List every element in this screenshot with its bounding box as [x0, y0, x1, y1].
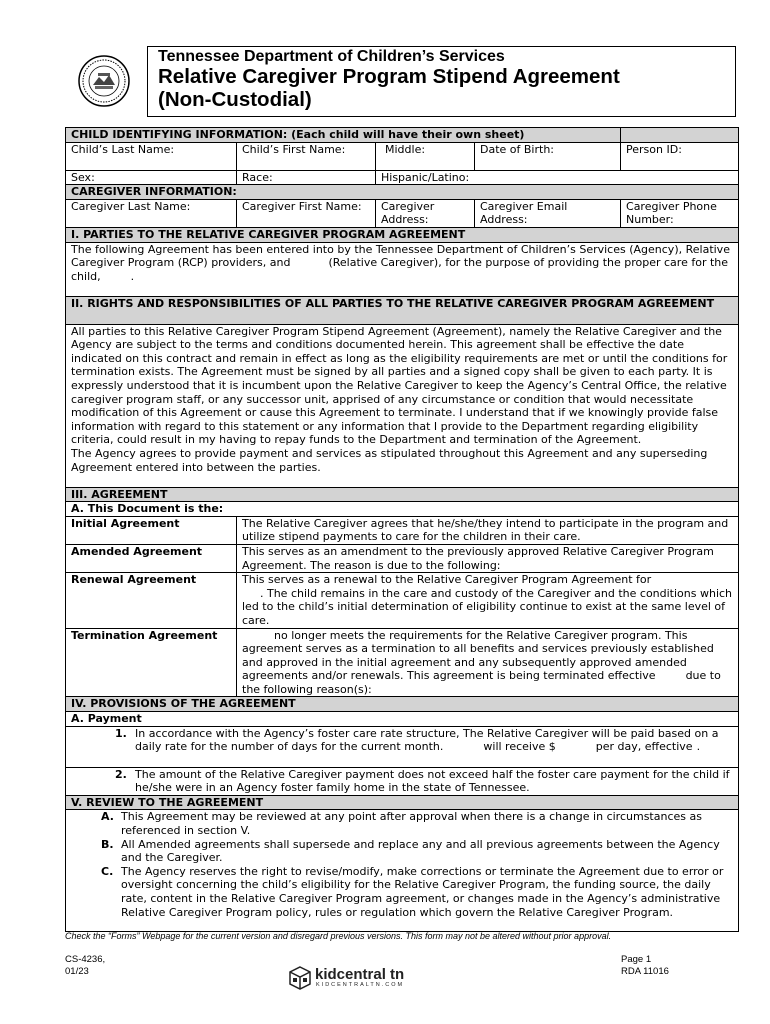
- caregiver-last-name-field[interactable]: Caregiver Last Name:: [66, 199, 237, 227]
- section1-text-c: .: [130, 269, 135, 283]
- renewal-agreement-label: Renewal Agreement: [66, 573, 237, 628]
- section3-heading: III. AGREEMENT: [66, 487, 739, 502]
- section1-body: [66, 242, 739, 296]
- review-item-b-letter: B.: [101, 837, 114, 851]
- section4-heading: IV. PROVISIONS OF THE AGREEMENT: [66, 697, 739, 712]
- termination-text-b: due to the following reason(s):: [242, 669, 721, 696]
- form-id-block: [65, 954, 105, 978]
- section2-body: [66, 324, 739, 487]
- document-title-line1: Relative Caregiver Program Stipend Agreement: [158, 65, 620, 88]
- section5-heading: V. REVIEW TO THE AGREEMENT: [66, 795, 739, 810]
- termination-agreement-label: Termination Agreement: [66, 628, 237, 697]
- caregiver-phone-field[interactable]: Caregiver Phone Number:: [621, 199, 739, 227]
- payment-item-1-number: 1.: [115, 726, 127, 740]
- child-info-heading-blank: [621, 128, 739, 143]
- renewal-text-b: . The child remains in the care and custody of the Caregiver and the conditions which led to the child’s initial determination of eligibility continue to exist at the same level of care.: [242, 586, 733, 627]
- rda-number: RDA 11016: [621, 966, 669, 977]
- caregiver-address-field[interactable]: Caregiver Address:: [376, 199, 475, 227]
- child-last-name-field[interactable]: Child’s Last Name:: [66, 142, 237, 170]
- document-title-line2: (Non-Custodial): [158, 88, 312, 111]
- review-item-c-text: The Agency reserves the right to revise/modify, make corrections or terminate the Agreement due to error or oversight concerning the child’s eligibility for the Relative Caregiver Program, the funding source, the daily rate, content in the Relative Caregiver Program agreement, or changes made in the Agency’s administrative Relative Caregiver Program policy, rules or regulation which govern the Relative Caregiver Program.: [121, 864, 724, 919]
- child-middle-field[interactable]: Middle:: [376, 142, 475, 170]
- payment-item-2-text: The amount of the Relative Caregiver payment does not exceed half the foster care payment for the child if he/she were in an Agency foster family home in the state of Tennessee.: [135, 767, 730, 795]
- child-sex-field[interactable]: Sex:: [66, 170, 237, 185]
- child-dob-field[interactable]: Date of Birth:: [475, 142, 621, 170]
- payment-subheading: A. Payment: [66, 712, 739, 727]
- review-item-a-letter: A.: [101, 810, 114, 824]
- section2-paragraph-1: All parties to this Relative Caregiver Program Stipend Agreement (Agreement), namely the Relative Caregiver and the Agency are subject to the terms and conditions documented herein. This agreement shall be effective the date indicated on this contract and remain in effect as long as the eligibility requirements are met or until the conditions for termination exists. The Agreement must be signed by all parties and a signed copy shall be given to each party. It is expressly understood that it is incumbent upon the Relative Caregiver to keep the Agency’s Central Office, the relative caregiver program staff, or any successor unit, apprised of any circumstance or condition that would necessitate modification of this Agreement or cause this Agreement to terminate. I understand that if we knowingly provide false information with regard to this statement or any information that I provide to the Department regarding eligibility criteria, could result in my having to repay funds to the Department and termination of the Agreement.: [71, 324, 728, 447]
- termination-agreement-body: [237, 628, 739, 697]
- amended-agreement-label: Amended Agreement: [66, 544, 237, 572]
- section1-heading: I. PARTIES TO THE RELATIVE CAREGIVER PROGRAM AGREEMENT: [66, 227, 739, 242]
- department-name: Tennessee Department of Children’s Services: [158, 48, 505, 65]
- page-info-block: [621, 954, 669, 978]
- child-race-field[interactable]: Race:: [237, 170, 376, 185]
- caregiver-first-name-field[interactable]: Caregiver First Name:: [237, 199, 376, 227]
- section1-text-a: The following Agreement has been entered into by the Tennessee Department of Children’s Services (Agency), Relative Caregiver Program (RCP) providers, and: [71, 242, 730, 270]
- payment-item-2: [66, 767, 739, 795]
- review-item-b-text: All Amended agreements shall supersede and replace any and all previous agreements between the Agency and the Caregiver.: [121, 837, 720, 865]
- review-item-c-letter: C.: [101, 864, 114, 878]
- agreement-form: [65, 127, 739, 932]
- termination-text-a: no longer meets the requirements for the Relative Caregiver program. This agreement serves as a termination to all benefits and services previously established and approved in the initial agreement and any subsequently approved amended agreements and/or renewals. This agreement is being terminated effective: [242, 628, 714, 683]
- page-number: Page 1: [621, 954, 652, 965]
- child-hispanic-field[interactable]: Hispanic/Latino:: [376, 170, 739, 185]
- forms-footnote: Check the “Forms” Webpage for the current version and disregard previous versions. This form may not be altered without prior approval.: [65, 931, 612, 941]
- review-item-a: [71, 810, 733, 837]
- section5-body: [66, 810, 739, 932]
- state-seal-icon: [78, 55, 130, 107]
- renewal-agreement-body: [237, 573, 739, 628]
- payment-item-1-text-d: .: [696, 740, 701, 754]
- child-first-name-field[interactable]: Child’s First Name:: [237, 142, 376, 170]
- document-title: [158, 65, 620, 111]
- form-revision-date: 01/23: [65, 966, 89, 977]
- amended-agreement-text: This serves as an amendment to the previously approved Relative Caregiver Program Agreement. The reason is due to the following:: [237, 544, 739, 572]
- initial-agreement-text: The Relative Caregiver agrees that he/she/they intend to participate in the program and utilize stipend payments to care for the children in their care.: [237, 516, 739, 544]
- payment-item-2-number: 2.: [115, 767, 127, 781]
- payment-item-1-text-c: per day, effective: [595, 740, 693, 754]
- child-info-heading: CHILD IDENTIFYING INFORMATION: (Each child will have their own sheet): [66, 128, 621, 143]
- renewal-text-a: This serves as a renewal to the Relative Caregiver Program Agreement for: [242, 573, 652, 587]
- document-header: [68, 46, 736, 117]
- section2-heading: II. RIGHTS AND RESPONSIBILITIES OF ALL PARTIES TO THE RELATIVE CAREGIVER PROGRAM AGREEMENT: [66, 296, 739, 324]
- kidcentral-logo-url: KIDCENTRALTN.COM: [316, 982, 405, 988]
- initial-agreement-label: Initial Agreement: [66, 516, 237, 544]
- payment-item-1: [66, 726, 739, 767]
- review-item-a-text: This Agreement may be reviewed at any point after approval when there is a change in circumstances as referenced in section V.: [121, 810, 702, 838]
- section3-subheading: A. This Document is the:: [66, 502, 739, 517]
- form-number: CS-4236,: [65, 954, 106, 965]
- payment-item-1-text-a: In accordance with the Agency’s foster care rate structure, The Relative Caregiver will be paid based on a daily rate for the number of days for the current month.: [135, 726, 719, 754]
- review-item-c: [71, 865, 733, 919]
- section2-paragraph-2: The Agency agrees to provide payment and services as stipulated throughout this Agreement and any superseding Agreement entered into between the parties.: [71, 446, 708, 474]
- person-id-field[interactable]: Person ID:: [621, 142, 739, 170]
- caregiver-info-heading: CAREGIVER INFORMATION:: [66, 185, 739, 200]
- caregiver-email-field[interactable]: Caregiver Email Address:: [475, 199, 621, 227]
- title-box: [147, 46, 736, 117]
- kidcentral-logo: [288, 966, 413, 990]
- review-item-b: [71, 838, 733, 865]
- kidcentral-logo-text: kidcentral tn: [315, 966, 405, 983]
- payment-item-1-text-b: will receive $: [483, 740, 556, 754]
- kidcentral-blocks-icon: [288, 966, 312, 990]
- section1-text-b: (Relative Caregiver), for the purpose of providing the proper care for the child,: [71, 256, 729, 283]
